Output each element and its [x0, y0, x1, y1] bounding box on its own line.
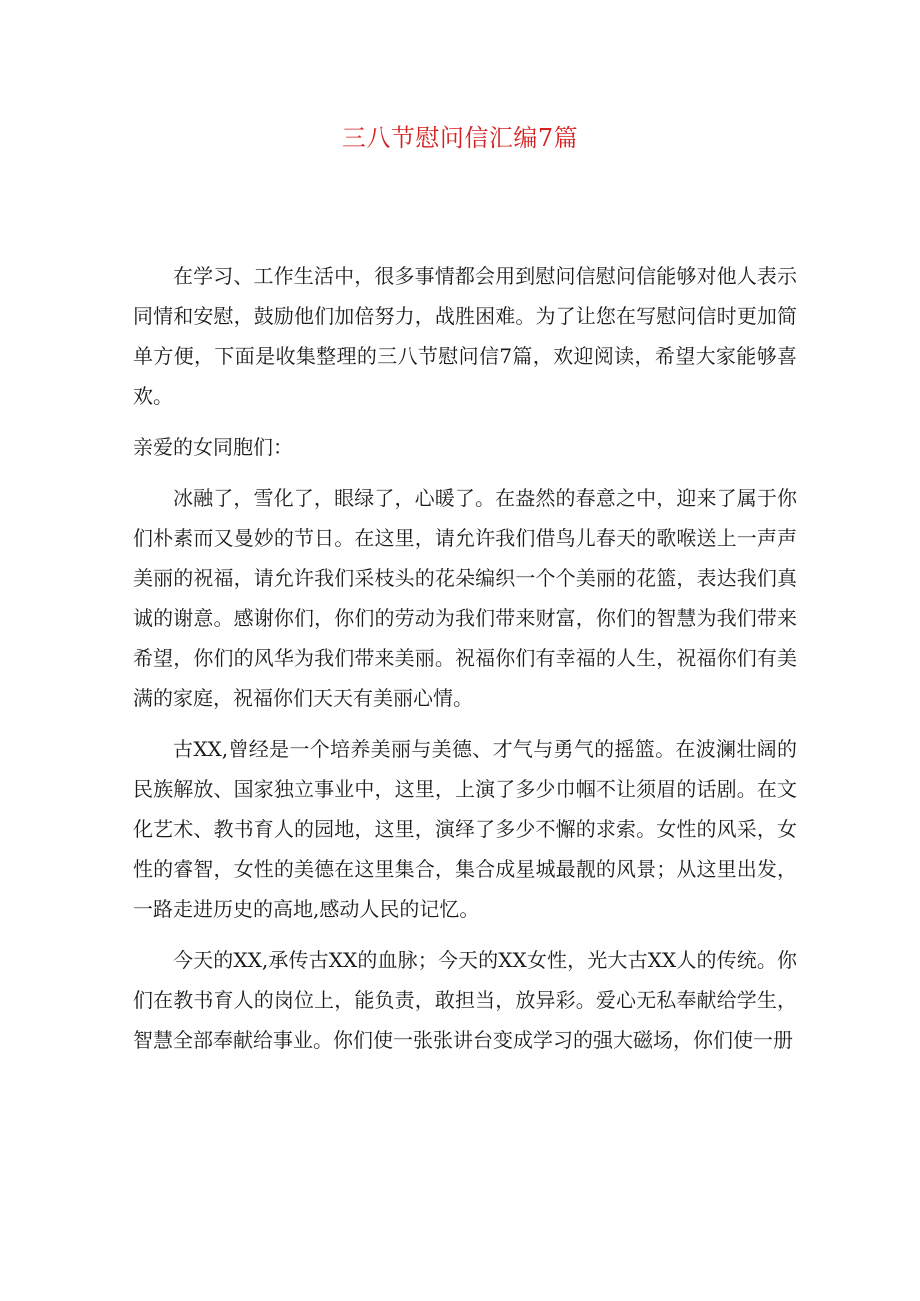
- body-paragraph-3: 今天的XX,承传古XX的血脉；今天的XX女性，光大古XX人的传统。你们在教书育人的岗位上，能负责，敢担当，放异彩。爱心无私奉献给学生，智慧全部奉献给事业。你们使一张张讲台变成学习的强大磁场，你们使一册: [133, 948, 797, 1052]
- document-body: [133, 256, 797, 1071]
- document-title: 三八节慰问信汇编7篇: [341, 124, 579, 152]
- body-paragraph-1: 冰融了，雪化了，眼绿了，心暖了。在盎然的春意之中，迎来了属于你们朴素而又曼妙的节日。在这里，请允许我们借鸟儿春天的歌喉送上一声声美丽的祝福，请允许我们采枝头的花朵编织一个个美丽的花篮，表达我们真诚的谢意。感谢你们，你们的劳动为我们带来财富，你们的智慧为我们带来希望，你们的风华为我们带来美丽。祝福你们有幸福的人生，祝福你们有美满的家庭，祝福你们天天有美丽心情。: [133, 486, 797, 710]
- body-paragraph-2: 古XX,曾经是一个培养美丽与美德、才气与勇气的摇篮。在波澜壮阔的民族解放、国家独立事业中，这里，上演了多少巾帼不让须眉的话剧。在文化艺术、教书育人的园地，这里，演绎了多少不懈的求索。女性的风采，女性的睿智，女性的美德在这里集合，集合成星城最靓的风景；从这里出发，一路走进历史的高地,感动人民的记忆。: [133, 737, 797, 921]
- intro-paragraph: 在学习、工作生活中，很多事情都会用到慰问信慰问信能够对他人表示同情和安慰，鼓励他们加倍努力，战胜困难。为了让您在写慰问信时更加简单方便，下面是收集整理的三八节慰问信7篇，欢迎阅读，希望大家能够喜欢。: [133, 264, 797, 408]
- salutation: 亲爱的女同胞们：: [133, 435, 293, 459]
